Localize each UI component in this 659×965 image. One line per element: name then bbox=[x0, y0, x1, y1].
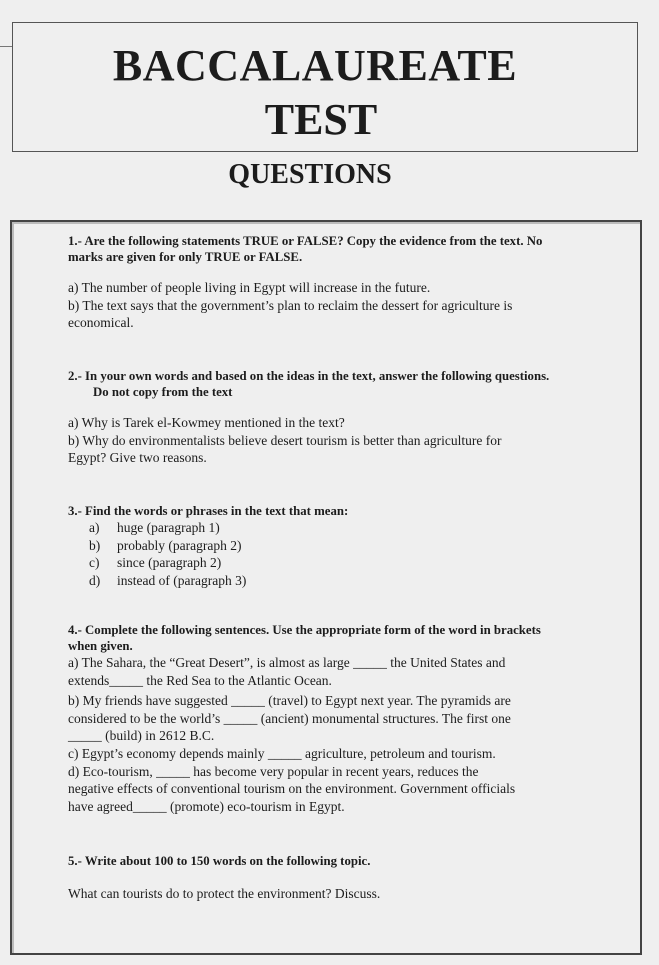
question-2-item-b: b) Why do environmentalists believe desert tourism is better than agriculture for bbox=[68, 432, 502, 448]
question-4-line: extends_____ the Red Sea to the Atlantic Ocean. bbox=[68, 672, 332, 688]
question-4-line: have agreed_____ (promote) eco-tourism in Egypt. bbox=[68, 798, 345, 814]
question-3-heading: 3.- Find the words or phrases in the text that mean: bbox=[68, 504, 349, 518]
question-1 bbox=[68, 233, 604, 332]
question-5-prompt: What can tourists do to protect the environment? Discuss. bbox=[68, 886, 381, 901]
question-3-item-d: instead of (paragraph 3) bbox=[117, 572, 247, 588]
question-4-line: negative effects of conventional tourism on the environment. Government officials bbox=[68, 781, 516, 797]
list-item: b) probably (paragraph 2) bbox=[89, 537, 242, 553]
question-1-item-a: a) The number of people living in Egypt will increase in the future. bbox=[68, 280, 431, 295]
question-2-item-a: a) Why is Tarek el-Kowmey mentioned in the text? bbox=[68, 415, 345, 430]
question-2 bbox=[68, 368, 604, 467]
page-title: BACCALAUREATE bbox=[112, 41, 518, 90]
question-3-item-a: huge (paragraph 1) bbox=[117, 520, 220, 535]
question-3 bbox=[68, 503, 604, 589]
question-2-item-b-cont: Egypt? Give two reasons. bbox=[68, 450, 207, 465]
question-4 bbox=[68, 622, 604, 815]
list-item: c) since (paragraph 2) bbox=[89, 555, 222, 570]
question-2-heading-cont: Do not copy from the text bbox=[93, 385, 233, 399]
question-4-heading: 4.- Complete the following sentences. Use the appropriate form of the word in brackets bbox=[68, 623, 541, 637]
question-2-heading: 2.- In your own words and based on the ideas in the text, answer the following questions. bbox=[68, 369, 550, 383]
question-4-line: _____ (build) in 2612 B.C. bbox=[68, 728, 215, 744]
question-4-heading-cont: when given. bbox=[68, 639, 133, 653]
question-4-line: d) Eco-tourism, _____ has become very popular in recent years, reduces the bbox=[68, 763, 479, 779]
question-5-heading: 5.- Write about 100 to 150 words on the following topic. bbox=[68, 854, 371, 868]
question-4-line: c) Egypt’s economy depends mainly _____ agriculture, petroleum and tourism. bbox=[68, 745, 496, 761]
question-4-line: considered to be the world’s _____ (ancient) monumental structures. The first one bbox=[68, 710, 511, 726]
question-3-item-b: probably (paragraph 2) bbox=[117, 537, 242, 553]
question-1-heading-cont: marks are given for only TRUE or FALSE. bbox=[68, 250, 303, 264]
page-subtitle: QUESTIONS bbox=[228, 159, 392, 190]
question-4-line: a) The Sahara, the “Great Desert”, is almost as large _____ the United States and bbox=[68, 655, 506, 670]
list-item: a) huge (paragraph 1) bbox=[89, 520, 220, 535]
question-1-item-b-cont: economical. bbox=[68, 315, 134, 330]
list-item: d) instead of (paragraph 3) bbox=[89, 572, 247, 588]
page-title-line2: TEST bbox=[264, 95, 378, 144]
question-1-heading: 1.- Are the following statements TRUE or FALSE? Copy the evidence from the text. No bbox=[68, 234, 543, 248]
question-5 bbox=[68, 853, 604, 903]
question-3-item-c: since (paragraph 2) bbox=[117, 555, 222, 570]
question-1-item-b: b) The text says that the government’s plan to reclaim the dessert for agriculture is bbox=[68, 297, 513, 313]
question-4-line: b) My friends have suggested _____ (travel) to Egypt next year. The pyramids are bbox=[68, 693, 511, 709]
